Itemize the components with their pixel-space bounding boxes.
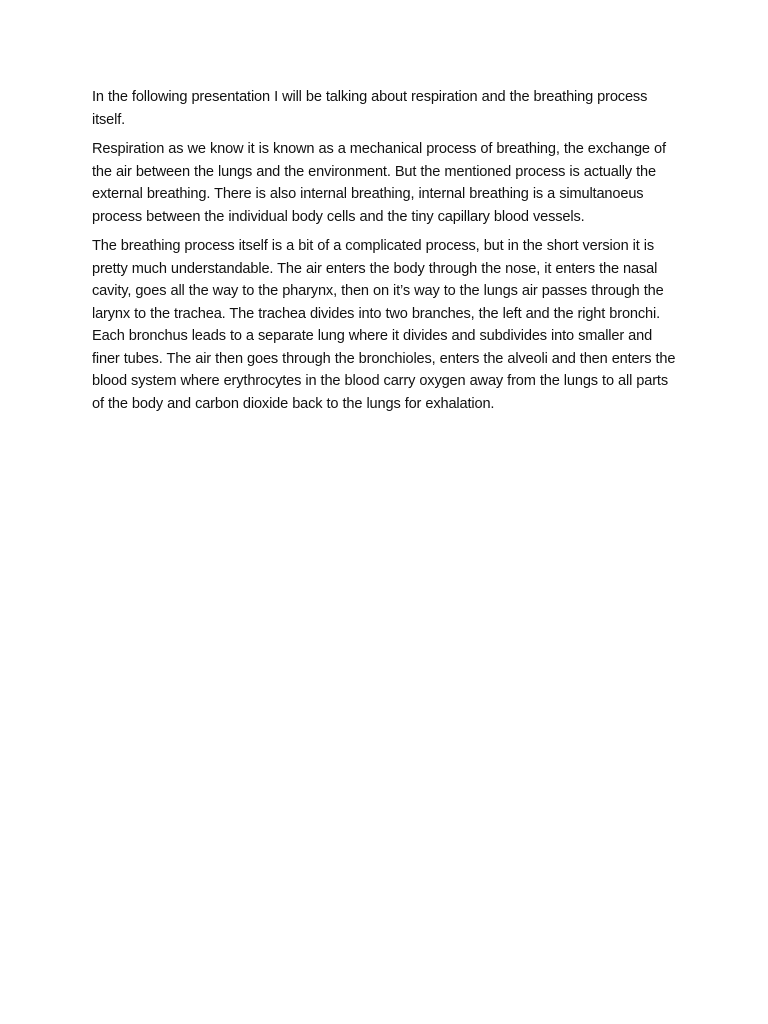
document-body [92, 86, 678, 422]
paragraph-respiration: Respiration as we know it is known as a mechanical process of breathing, the exchange of the air between the lungs and the environment. But the mentioned process is actually the external breathing. There is also internal breathing, internal breathing is a simultanoeus process between the individual body cells and the tiny capillary blood vessels. [92, 141, 666, 225]
paragraph-breathing-process: The breathing process itself is a bit of a complicated process, but in the short version it is pretty much understandable. The air enters the body through the nose, it enters the nasal cavity, goes all the way to the pharynx, then on it’s way to the lungs air passes through the larynx to the trachea. The trachea divides into two branches, the left and the right bronchi. Each bronchus leads to a separate lung where it divides and subdivides into smaller and finer tubes. The air then goes through the bronchioles, enters the alveoli and then enters the blood system where erythrocytes in the blood carry oxygen away from the lungs to all parts of the body and carbon dioxide back to the lungs for exhalation. [92, 238, 676, 412]
paragraph-intro: In the following presentation I will be talking about respiration and the breathing process itself. [92, 89, 648, 128]
